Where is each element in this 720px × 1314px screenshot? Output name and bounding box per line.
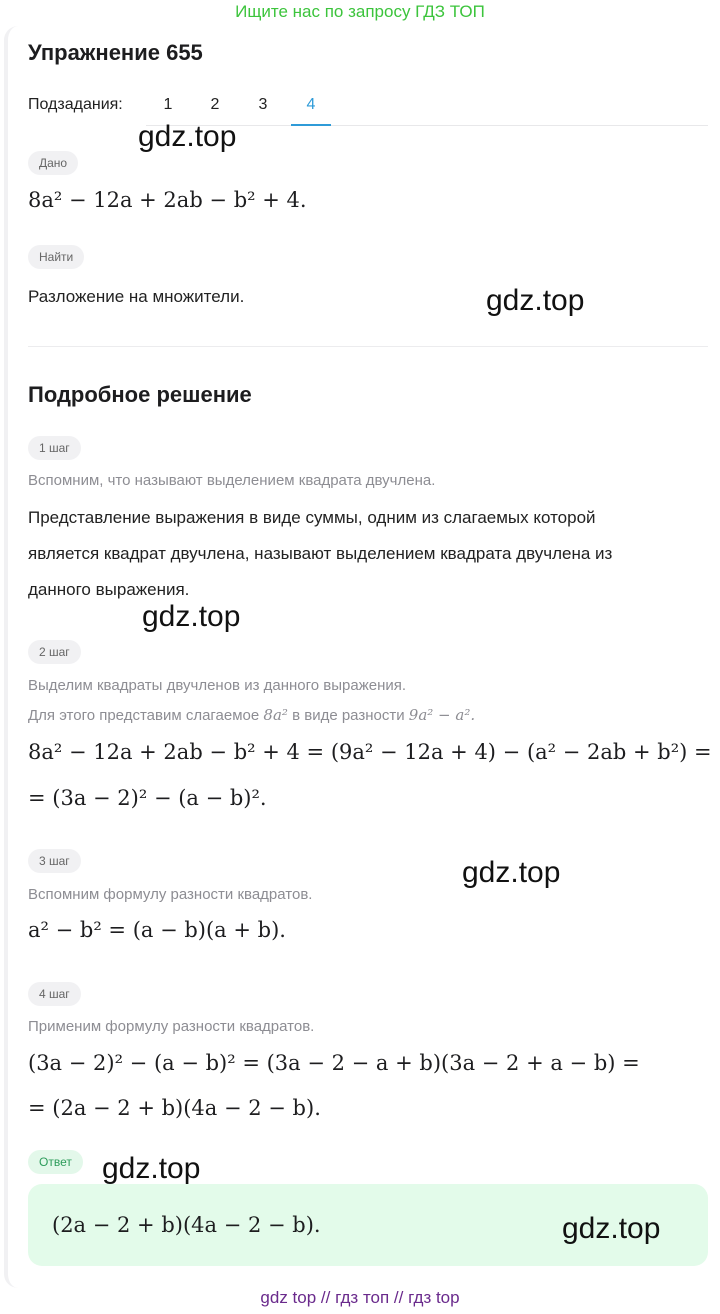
footer-links[interactable]: gdz top // гдз топ // гдз top xyxy=(260,1288,460,1307)
watermark: gdz.top xyxy=(138,120,237,153)
step-2-hint: Выделим квадраты двучленов из данного выражения. xyxy=(28,677,407,694)
step-1-chip: 1 шаг xyxy=(28,436,81,460)
step-3-math: a² − b² = (a − b)(a + b). xyxy=(28,918,286,942)
step-2-math-line-1: 8a² − 12a + 2ab − b² + 4 = (9a² − 12a + 4) − (a² − 2ab + b²) = xyxy=(28,740,712,764)
find-text: Разложение на множители. xyxy=(28,287,245,306)
step-2-hint-2-prefix: Для этого представим слагаемое xyxy=(28,707,260,724)
page-title: Упражнение 655 xyxy=(28,40,203,65)
step-4-math-line-1: (3a − 2)² − (a − b)² = (3a − 2 − a + b)(3a − 2 + a − b) = xyxy=(28,1051,640,1075)
subtasks-label: Подзадания: xyxy=(28,96,123,113)
step-1-line-2: является квадрат двучлена, называют выделением квадрата двучлена из xyxy=(28,544,613,563)
step-4-hint: Применим формулу разности квадратов. xyxy=(28,1018,315,1035)
watermark: gdz.top xyxy=(486,284,585,317)
tab-subtask-4[interactable]: 4 xyxy=(306,96,316,113)
step-3-hint: Вспомним формулу разности квадратов. xyxy=(28,886,313,903)
answer-expression: (2a − 2 + b)(4a − 2 − b). xyxy=(52,1213,321,1237)
watermark: gdz.top xyxy=(142,600,241,633)
search-banner: Ищите нас по запросу ГДЗ ТОП xyxy=(235,2,485,21)
find-chip: Найти xyxy=(28,245,84,269)
step-2-math-line-2: = (3a − 2)² − (a − b)². xyxy=(28,786,267,810)
watermark: gdz.top xyxy=(462,856,561,889)
step-4-chip: 4 шаг xyxy=(28,982,81,1006)
step-1-line-3: данного выражения. xyxy=(28,580,190,599)
step-2-hint-2-diff: 9a² − a². xyxy=(408,706,476,724)
step-2-chip: 2 шаг xyxy=(28,640,81,664)
active-tab-indicator xyxy=(291,124,331,126)
watermark: gdz.top xyxy=(102,1152,201,1185)
watermark: gdz.top xyxy=(562,1212,661,1245)
tab-subtask-1[interactable]: 1 xyxy=(163,96,173,113)
answer-chip: Ответ xyxy=(28,1150,83,1174)
step-3-chip: 3 шаг xyxy=(28,849,81,873)
given-chip: Дано xyxy=(28,151,78,175)
step-2-hint-2-middle: в виде разности xyxy=(292,707,405,724)
step-2-hint-2 xyxy=(28,706,475,724)
step-4-math-line-2: = (2a − 2 + b)(4a − 2 − b). xyxy=(28,1096,321,1120)
step-1-hint: Вспомним, что называют выделением квадрата двучлена. xyxy=(28,472,436,489)
tab-subtask-3[interactable]: 3 xyxy=(258,96,268,113)
solution-title: Подробное решение xyxy=(28,382,252,407)
step-1-line-1: Представление выражения в виде суммы, одним из слагаемых которой xyxy=(28,508,596,527)
tab-subtask-2[interactable]: 2 xyxy=(210,96,220,113)
section-divider xyxy=(28,346,708,347)
step-2-hint-2-term: 8a² xyxy=(263,706,288,724)
given-expression: 8a² − 12a + 2ab − b² + 4. xyxy=(28,188,307,212)
